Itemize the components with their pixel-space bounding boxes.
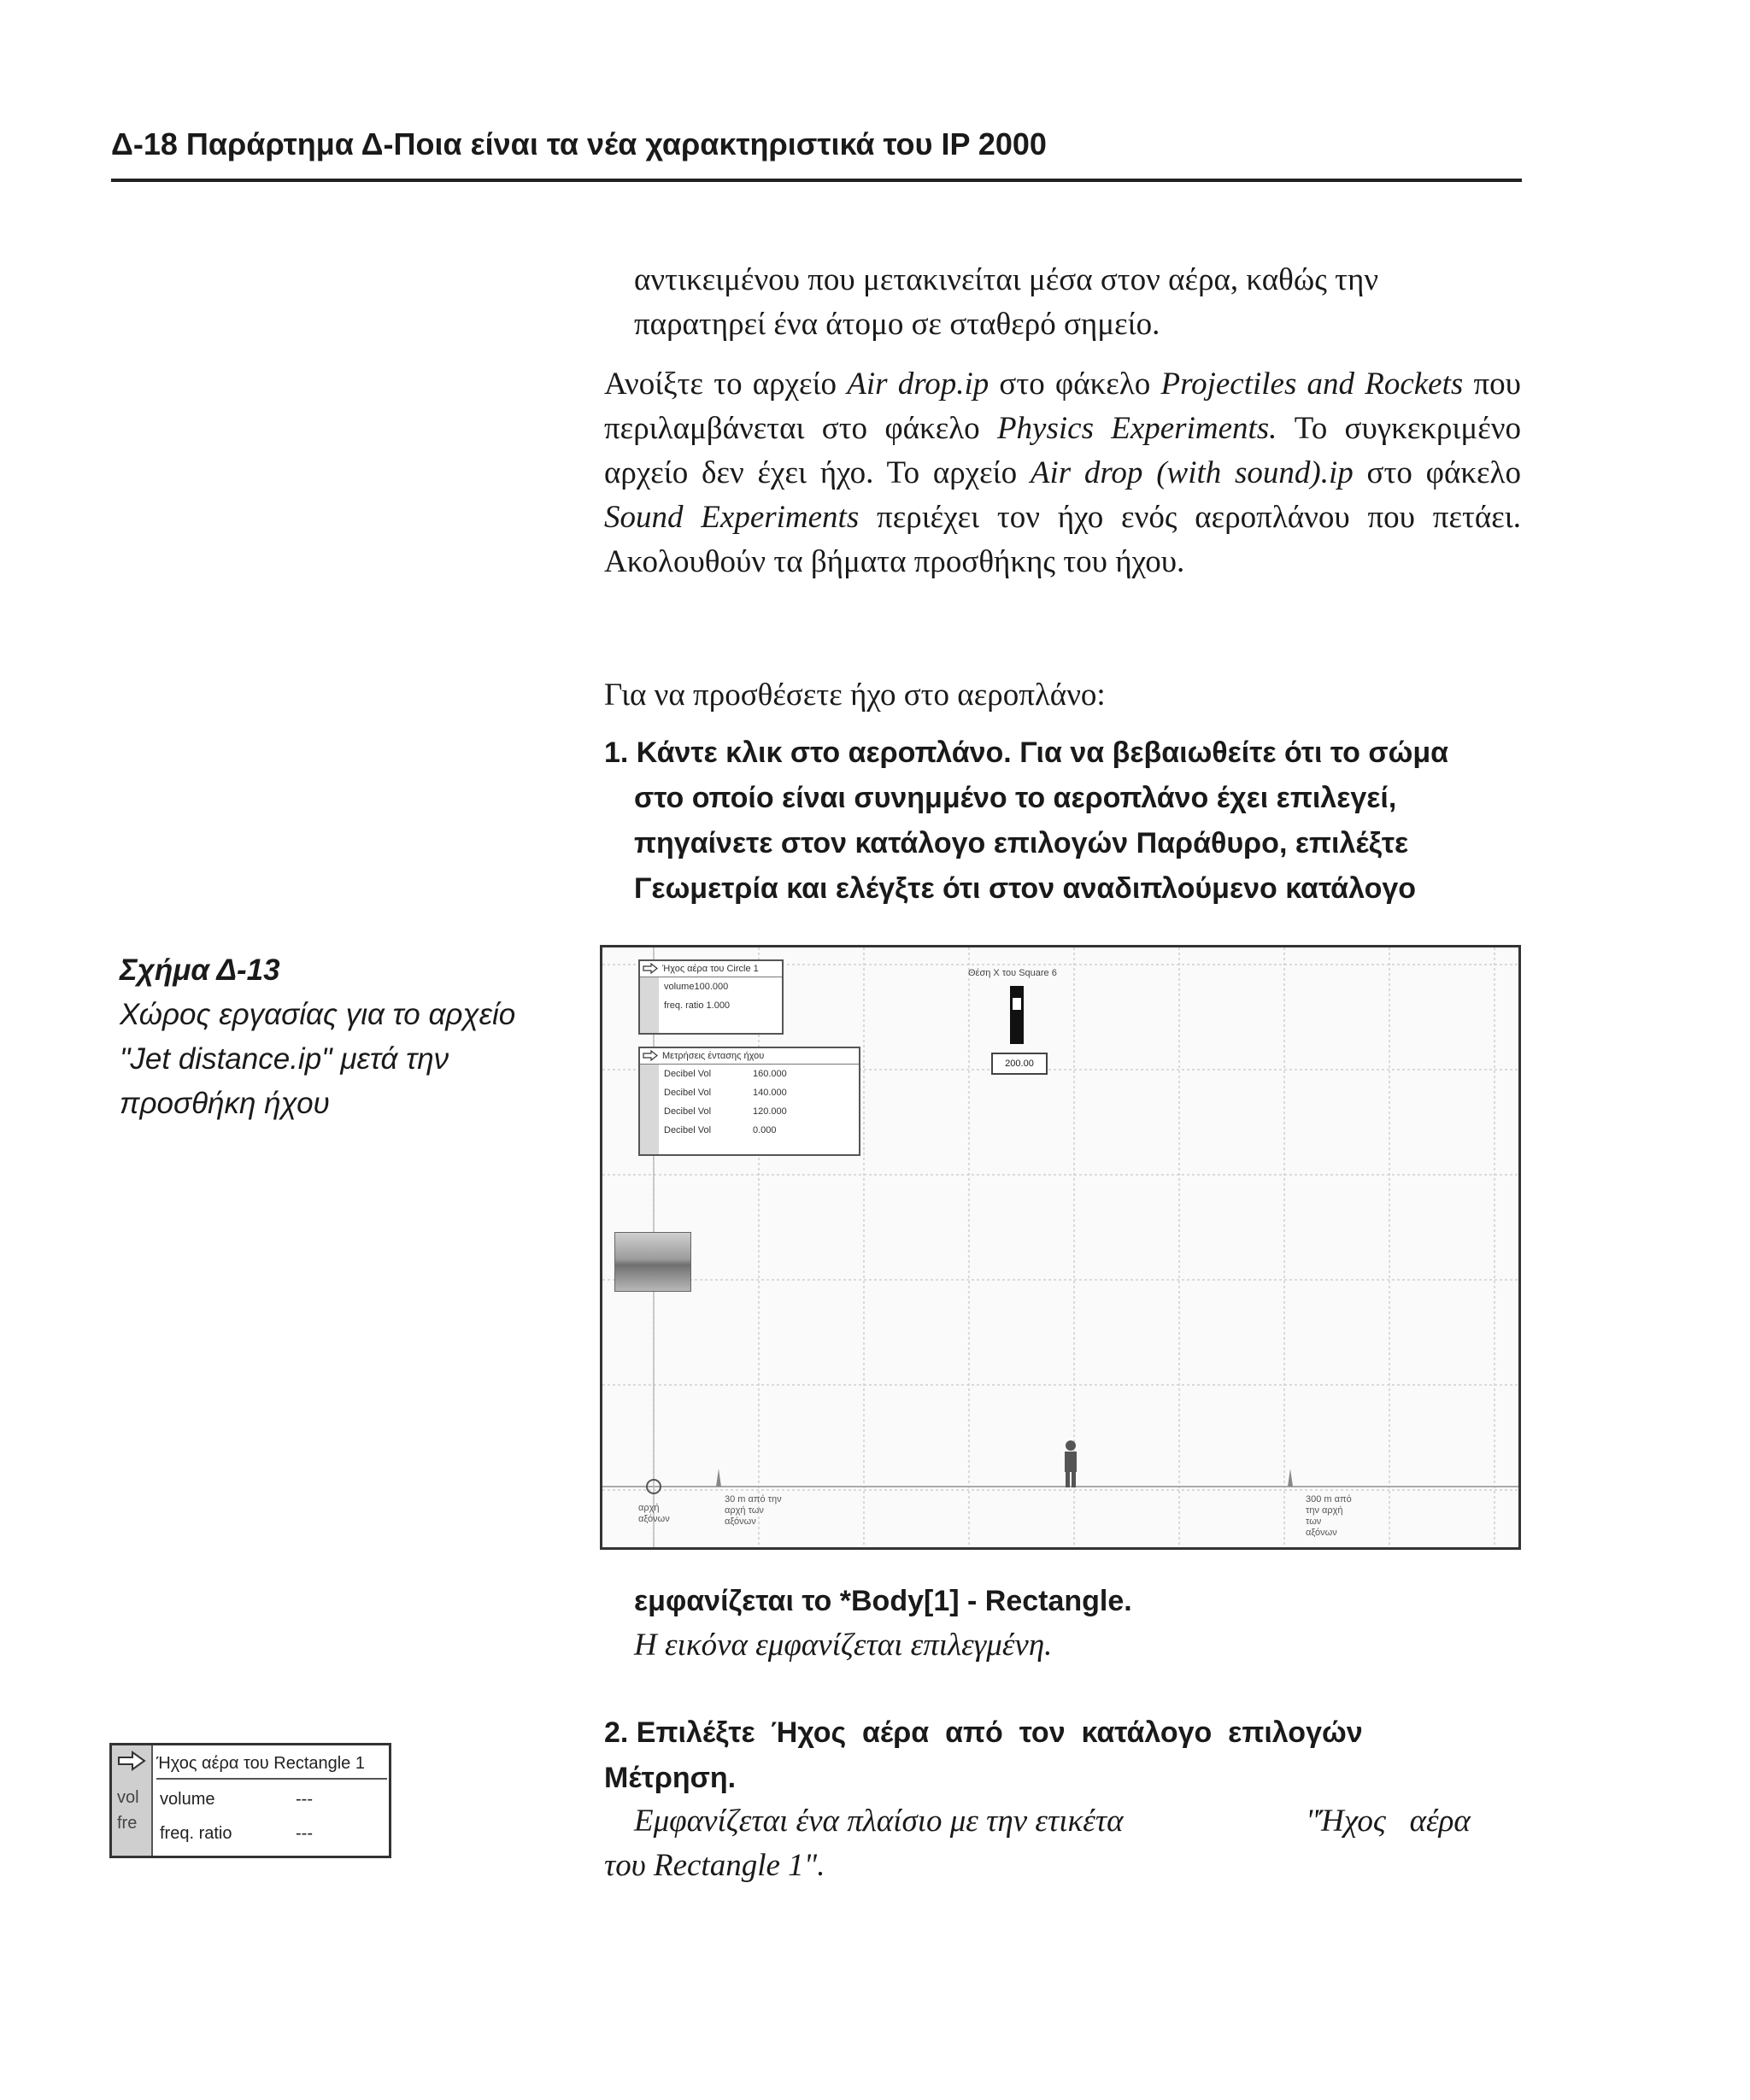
position-meter-label: Θέση Χ του Square 6 bbox=[968, 968, 1057, 978]
marker-300m bbox=[1288, 1469, 1293, 1487]
step-2-line-1: 2. Επιλέξτε Ήχος αέρα από τον κατάλογο επιλογών bbox=[604, 1716, 1363, 1749]
body-paragraph: Ανοίξτε το αρχείο Air drop.ip στο φάκελο Projectiles and Rockets που περιλαμβάνεται στο φάκελο Physics Experiments. Το συγκεκριμένο αρχείο δεν έχει ήχο. Το αρχείο Air drop (with sound).ip στο φάκελο Sound Experiments περιέχει τον ήχο ενός αεροπλάνου που πετάει. Ακολουθούν τα βήματα προσθήκης του ήχου. bbox=[604, 367, 1522, 579]
step-1-line-2: στο οποίο είναι συνημμένο το αεροπλάνο έχει επιλεγεί, bbox=[634, 782, 1397, 814]
sound-meter-panel[interactable] bbox=[638, 1047, 860, 1156]
decibel-row: Decibel Vol 0.000 bbox=[664, 1125, 777, 1135]
volume-value: --- bbox=[296, 1790, 313, 1809]
intro-line-2: παρατηρεί ένα άτομο σε σταθερό σημείο. bbox=[634, 307, 1160, 342]
arrow-right-icon bbox=[643, 1050, 658, 1061]
freq-ratio-row: freq. ratio 1.000 bbox=[664, 1000, 731, 1011]
step-1-line-3: πηγαίνετε στον κατάλογο επιλογών Παράθυρο, επιλέξτε bbox=[634, 827, 1409, 859]
folder-name-sound: Sound Experiments bbox=[604, 500, 860, 535]
position-meter-value: 200.00 bbox=[991, 1053, 1048, 1075]
step-1-continuation: εμφανίζεται το *Body[1] - Rectangle. bbox=[634, 1585, 1132, 1617]
sound-meter-title: Μετρήσεις έντασης ήχου bbox=[662, 1051, 765, 1061]
caption-line-2: "Jet distance.ip" μετά την bbox=[120, 1042, 449, 1076]
file-name-air-drop-sound: Air drop (with sound).ip bbox=[1030, 455, 1354, 490]
step-2-line-2: Μέτρηση. bbox=[604, 1762, 737, 1794]
step-2-result-line-1b: "Ήχος αέρα bbox=[1306, 1804, 1471, 1839]
sound-panel-rectangle-title: Ήχος αέρα του Rectangle 1 bbox=[156, 1749, 387, 1780]
label-300m: 300 m από την αρχή των αξόνων bbox=[1306, 1494, 1352, 1538]
file-name-air-drop: Air drop.ip bbox=[847, 367, 990, 402]
page-header: Δ-18 Παράρτημα Δ-Ποια είναι τα νέα χαρακτηριστικά του IP 2000 bbox=[111, 126, 1047, 161]
origin-label: αρχή αξόνων bbox=[638, 1503, 670, 1524]
decibel-row: Decibel Vol 120.000 bbox=[664, 1106, 787, 1117]
marker-30m bbox=[716, 1469, 721, 1487]
figure-caption bbox=[120, 948, 581, 1126]
freq-ratio-label: freq. ratio bbox=[160, 1824, 232, 1843]
header-rule bbox=[111, 179, 1522, 182]
volume-row: volume100.000 bbox=[664, 982, 729, 992]
caption-line-3: προσθήκη ήχου bbox=[120, 1087, 330, 1120]
freq-ratio-value: --- bbox=[296, 1824, 313, 1843]
intro-line-1: αντικειμένου που μετακινείται μέσα στον αέρα, καθώς την bbox=[634, 262, 1379, 297]
caption-title: Σχήμα Δ-13 bbox=[120, 953, 280, 987]
volume-label: volume bbox=[160, 1790, 215, 1809]
arrow-right-icon bbox=[643, 963, 658, 974]
lead-sentence: Για να προσθέσετε ήχο στο αεροπλάνο: bbox=[604, 678, 1106, 713]
folder-name-projectiles: Projectiles and Rockets bbox=[1160, 367, 1464, 402]
sound-panel-circle[interactable] bbox=[638, 959, 784, 1035]
airplane-image[interactable] bbox=[614, 1232, 691, 1292]
position-meter-bar[interactable] bbox=[1010, 986, 1024, 1044]
sound-panel-circle-title: Ήχος αέρα του Circle 1 bbox=[662, 964, 759, 974]
step-2-result-line-1a: Εμφανίζεται ένα πλαίσιο με την ετικέτα bbox=[634, 1804, 1124, 1839]
decibel-row: Decibel Vol 140.000 bbox=[664, 1088, 787, 1098]
step-1-line-1: 1. Κάντε κλικ στο αεροπλάνο. Για να βεβαιωθείτε ότι το σώμα bbox=[604, 736, 1449, 769]
label-30m: 30 m από την αρχή των αξόνων bbox=[725, 1494, 782, 1527]
folder-name-physics: Physics Experiments. bbox=[996, 411, 1277, 446]
step-1-line-4: Γεωμετρία και ελέγξτε ότι στον αναδιπλούμενο κατάλογο bbox=[634, 872, 1417, 905]
arrow-right-icon bbox=[117, 1751, 146, 1771]
caption-line-1: Χώρος εργασίας για το αρχείο bbox=[120, 998, 516, 1031]
step-1-result: Η εικόνα εμφανίζεται επιλεγμένη. bbox=[634, 1628, 1053, 1663]
sound-panel-rectangle[interactable] bbox=[109, 1743, 391, 1858]
decibel-row: Decibel Vol 160.000 bbox=[664, 1069, 787, 1079]
volume-side-label: vol bbox=[117, 1788, 139, 1807]
person-icon bbox=[1065, 1440, 1077, 1487]
workspace-figure bbox=[600, 945, 1521, 1550]
grid-background bbox=[602, 947, 1518, 1547]
step-2-result-line-2: του Rectangle 1". bbox=[604, 1848, 825, 1883]
freq-side-label: fre bbox=[117, 1814, 138, 1833]
